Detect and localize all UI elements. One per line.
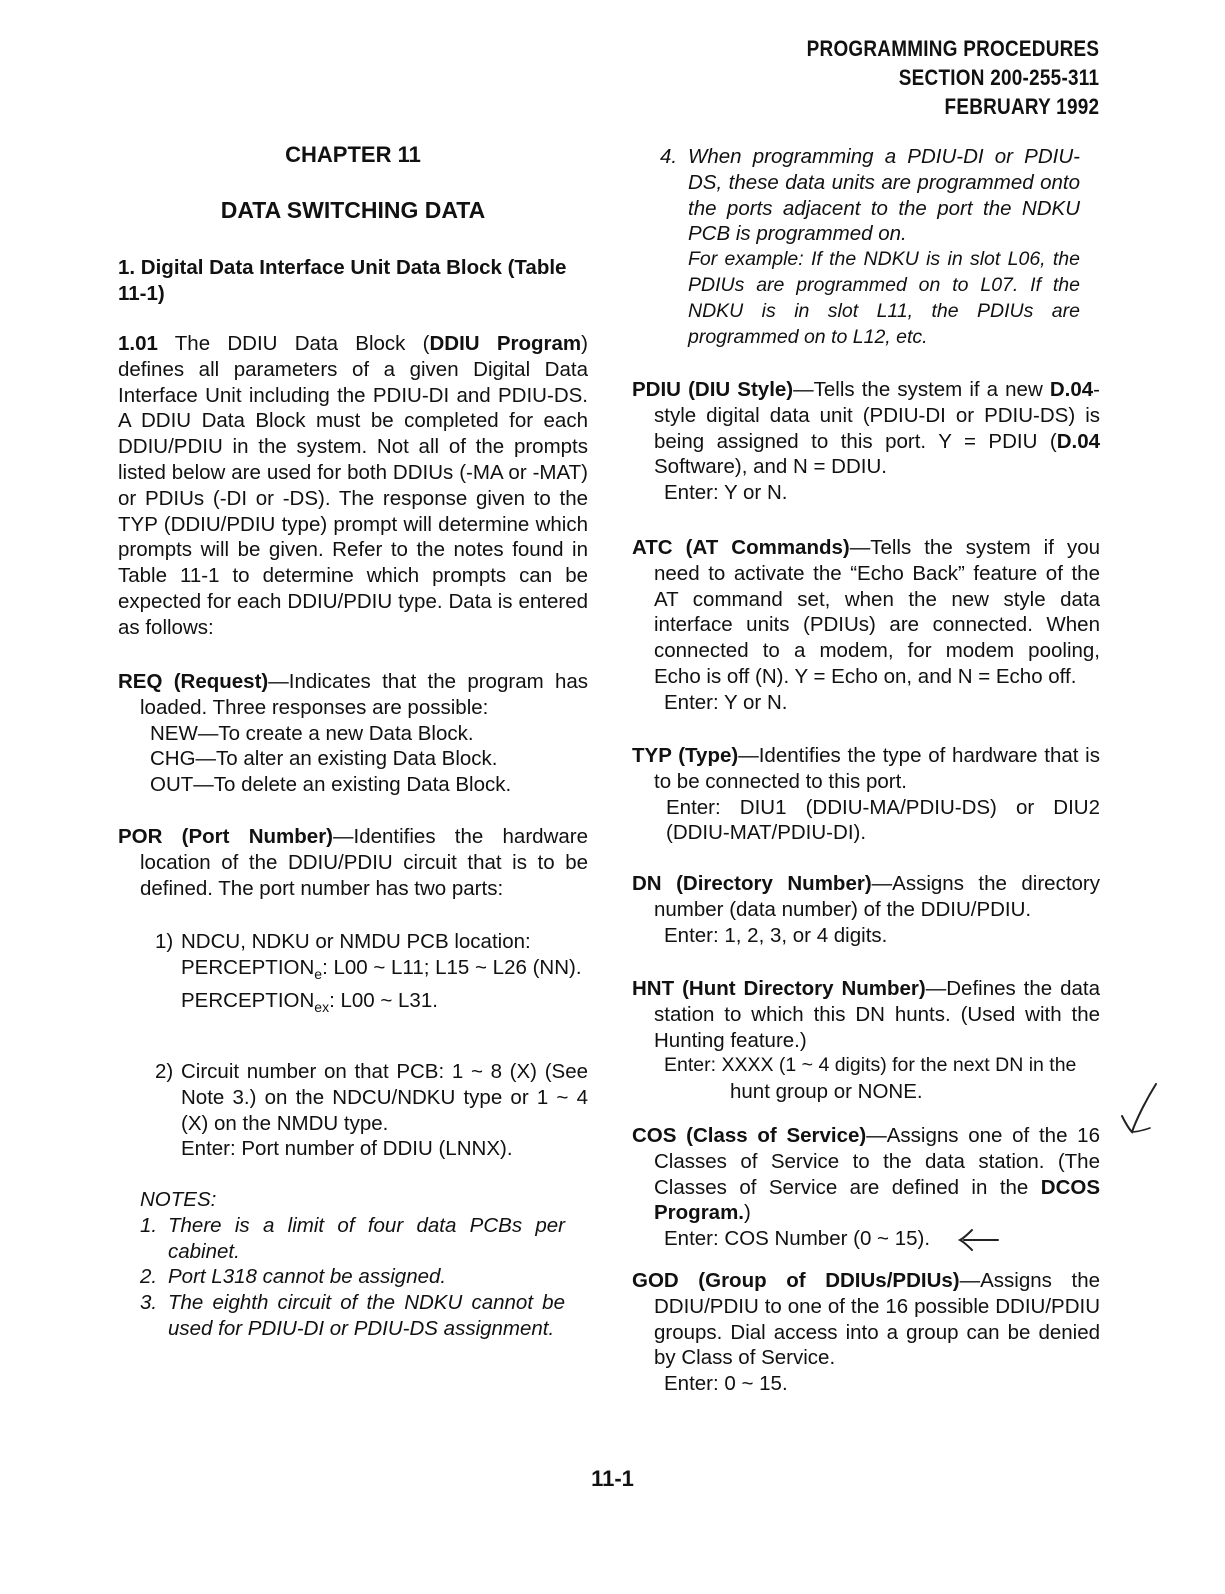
software-version: D.04: [1049, 378, 1094, 401]
note-text: The eighth circuit of the NDKU cannot be used for PDIU-DI or PDIU-DS assignment.: [168, 1291, 565, 1340]
note-number: 1.: [140, 1213, 158, 1237]
note-number: 2.: [140, 1265, 158, 1289]
chapter-label: CHAPTER 11: [285, 142, 421, 167]
por-text: —Identifies the hardware location of the DDIU/PDIU circuit that is to be defined. The port number has two parts:: [140, 825, 588, 900]
software-version: D.04: [1056, 429, 1100, 453]
note-item: [140, 1290, 565, 1342]
note-item: [140, 1264, 565, 1290]
note-4: [660, 144, 1080, 350]
dn-enter: Enter: 1, 2, 3, or 4 digits.: [664, 923, 888, 947]
note-number: 3.: [140, 1291, 158, 1315]
req-text: —Indicates that the program has loaded. Three responses are possible:: [140, 670, 588, 719]
dn-label: DN (Directory Number): [632, 872, 872, 895]
perception-e-range: [181, 955, 588, 988]
cos-enter: Enter: COS Number (0 ~ 15).: [664, 1227, 931, 1251]
pdiu-enter: Enter: Y or N.: [664, 481, 788, 505]
header-date: FEBRUARY 1992: [944, 94, 1099, 119]
pdiu-text-b: -style digital data unit (PDIU-DI or PDIU-DS) is being assigned to this port. Y = PDIU (: [654, 378, 1100, 453]
pdiu-text-a: —Tells the system if a new: [793, 378, 1050, 401]
item-text: Circuit number on that PCB: 1 ~ 8 (X) (See Note 3.) on the NDCU/NDKU type or 1 ~ 4 (X) on the NMDU type.: [181, 1060, 588, 1135]
typ-label: TYP (Type): [632, 744, 739, 767]
note-number: 4.: [660, 145, 678, 168]
por-entry: [118, 824, 588, 901]
pdiu-text-c: Software), and N = DDIU.: [654, 455, 887, 479]
note-item: [140, 1213, 565, 1265]
pdiu-label: PDIU (DIU Style): [632, 378, 794, 401]
cos-text-a: —Assigns one of the 16 Classes of Service to the data station. (The Classes of Service are defined in the: [654, 1124, 1100, 1199]
header-section: SECTION 200-255-311: [898, 65, 1099, 90]
cos-entry: [632, 1123, 1100, 1252]
hnt-entry: [632, 976, 1100, 1105]
item-number: 1): [155, 930, 174, 953]
typ-entry: [632, 743, 1100, 846]
perception-name: PERCEPTION: [181, 988, 315, 1012]
atc-enter: Enter: Y or N.: [664, 690, 788, 714]
running-header: [806, 34, 1099, 121]
page-number: 11-1: [591, 1466, 634, 1491]
item-text: NDCU, NDKU or NMDU PCB location:: [181, 930, 531, 953]
intro-text-b: ) defines all parameters of a given Digital Data Interface Unit including the PDIU-DI and PDIU-DS. A DDIU Data Block must be completed for each DDIU/PDIU in the system. Not all of the prompts listed below are used for both DDIUs (-MA or -MAT) or PDIUs (-DI or -DS). The response given to the TYP (DDIU/PDIU type) prompt will determine which prompts will be given. Refer to the notes found in Table 11-1 to determine which prompts can be expected for each DDIU/PDIU type. Data is entered as follows:: [118, 332, 588, 639]
perception-ex-range: [181, 988, 588, 1021]
dcos-program: DCOS Program.: [654, 1175, 1100, 1225]
note-text: When programming a PDIU-DI or PDIU-DS, these data units are programmed onto the ports adjacent to the port the NDKU PCB is programmed on.: [688, 145, 1080, 246]
req-label: REQ (Request): [118, 670, 269, 693]
perception-name: PERCEPTION: [181, 955, 315, 979]
dn-text: —Assigns the directory number (data number) of the DDIU/PDIU.: [654, 872, 1100, 921]
perception-e-value: : L00 ~ L11; L15 ~ L26 (NN).: [322, 955, 582, 979]
req-option-chg: CHG—To alter an existing Data Block.: [150, 747, 498, 771]
por-part-2: [155, 1059, 588, 1162]
header-title: PROGRAMMING PROCEDURES: [806, 36, 1099, 61]
hnt-enter: Enter: XXXX (1 ~ 4 digits) for the next DN in the: [664, 1054, 1077, 1077]
god-entry: [632, 1268, 1100, 1397]
intro-text-a: The DDIU Data Block (: [157, 332, 430, 355]
note-example: For example: If the NDKU is in slot L06, the PDIUs are programmed on to L07. If the NDKU is in slot L11, the PDIUs are programmed on to L12, etc.: [688, 248, 1080, 348]
req-entry: [118, 669, 588, 798]
chapter-title: DATA SWITCHING DATA: [220, 197, 486, 223]
notes-title: NOTES:: [140, 1188, 217, 1211]
req-option-out: OUT—To delete an existing Data Block.: [150, 773, 512, 797]
por-enter: Enter: Port number of DDIU (LNNX).: [181, 1137, 513, 1161]
atc-text: —Tells the system if you need to activate the “Echo Back” feature of the AT command set, when the new style data interface units (PDIUs) are connected. When connected to a modem, for modem pooling, Echo is off (N). Y = Echo on, and N = Echo off.: [654, 536, 1100, 688]
hnt-enter-cont: hunt group or NONE.: [730, 1080, 923, 1104]
hnt-label: HNT (Hunt Directory Number): [632, 977, 926, 1000]
cos-text-b: ): [744, 1201, 751, 1225]
notes: [140, 1187, 565, 1342]
program-name: DDIU Program: [429, 332, 582, 355]
atc-entry: [632, 535, 1100, 716]
atc-label: ATC (AT Commands): [632, 536, 850, 559]
intro-paragraph: [118, 331, 588, 641]
por-part-1: [155, 929, 588, 1021]
por-label: POR (Port Number): [118, 825, 334, 848]
note-text: Port L318 cannot be assigned.: [168, 1265, 447, 1289]
note-text: There is a limit of four data PCBs per cabinet.: [168, 1213, 565, 1263]
note-item: [660, 144, 1080, 247]
item-number: 2): [155, 1060, 174, 1083]
perception-ex-value: : L00 ~ L31.: [329, 988, 438, 1012]
god-label: GOD (Group of DDIUs/PDIUs): [632, 1269, 960, 1292]
req-option-new: NEW—To create a new Data Block.: [150, 721, 474, 745]
handwritten-check-icon: [1118, 1080, 1162, 1136]
perception-subscript: ex: [314, 998, 330, 1015]
paragraph-number: 1.01: [118, 332, 158, 355]
typ-enter: Enter: DIU1 (DDIU-MA/PDIU-DS) or DIU2 (DDIU-MAT/PDIU-DI).: [666, 795, 1100, 845]
perception-subscript: e: [314, 965, 323, 982]
hnt-text: —Defines the data station to which this DN hunts. (Used with the Hunting feature.): [654, 977, 1101, 1052]
cos-label: COS (Class of Service): [632, 1124, 867, 1147]
god-enter: Enter: 0 ~ 15.: [664, 1372, 788, 1396]
handwritten-arrow-icon: [956, 1226, 1002, 1252]
dn-entry: [632, 871, 1100, 948]
pdiu-entry: [632, 377, 1100, 506]
god-text: —Assigns the DDIU/PDIU to one of the 16 possible DDIU/PDIU groups. Dial access into a group can be denied by Class of Service.: [654, 1269, 1100, 1370]
typ-text: —Identifies the type of hardware that is to be connected to this port.: [654, 744, 1100, 793]
section-heading: 1. Digital Data Interface Unit Data Block (Table 11-1): [118, 256, 567, 305]
